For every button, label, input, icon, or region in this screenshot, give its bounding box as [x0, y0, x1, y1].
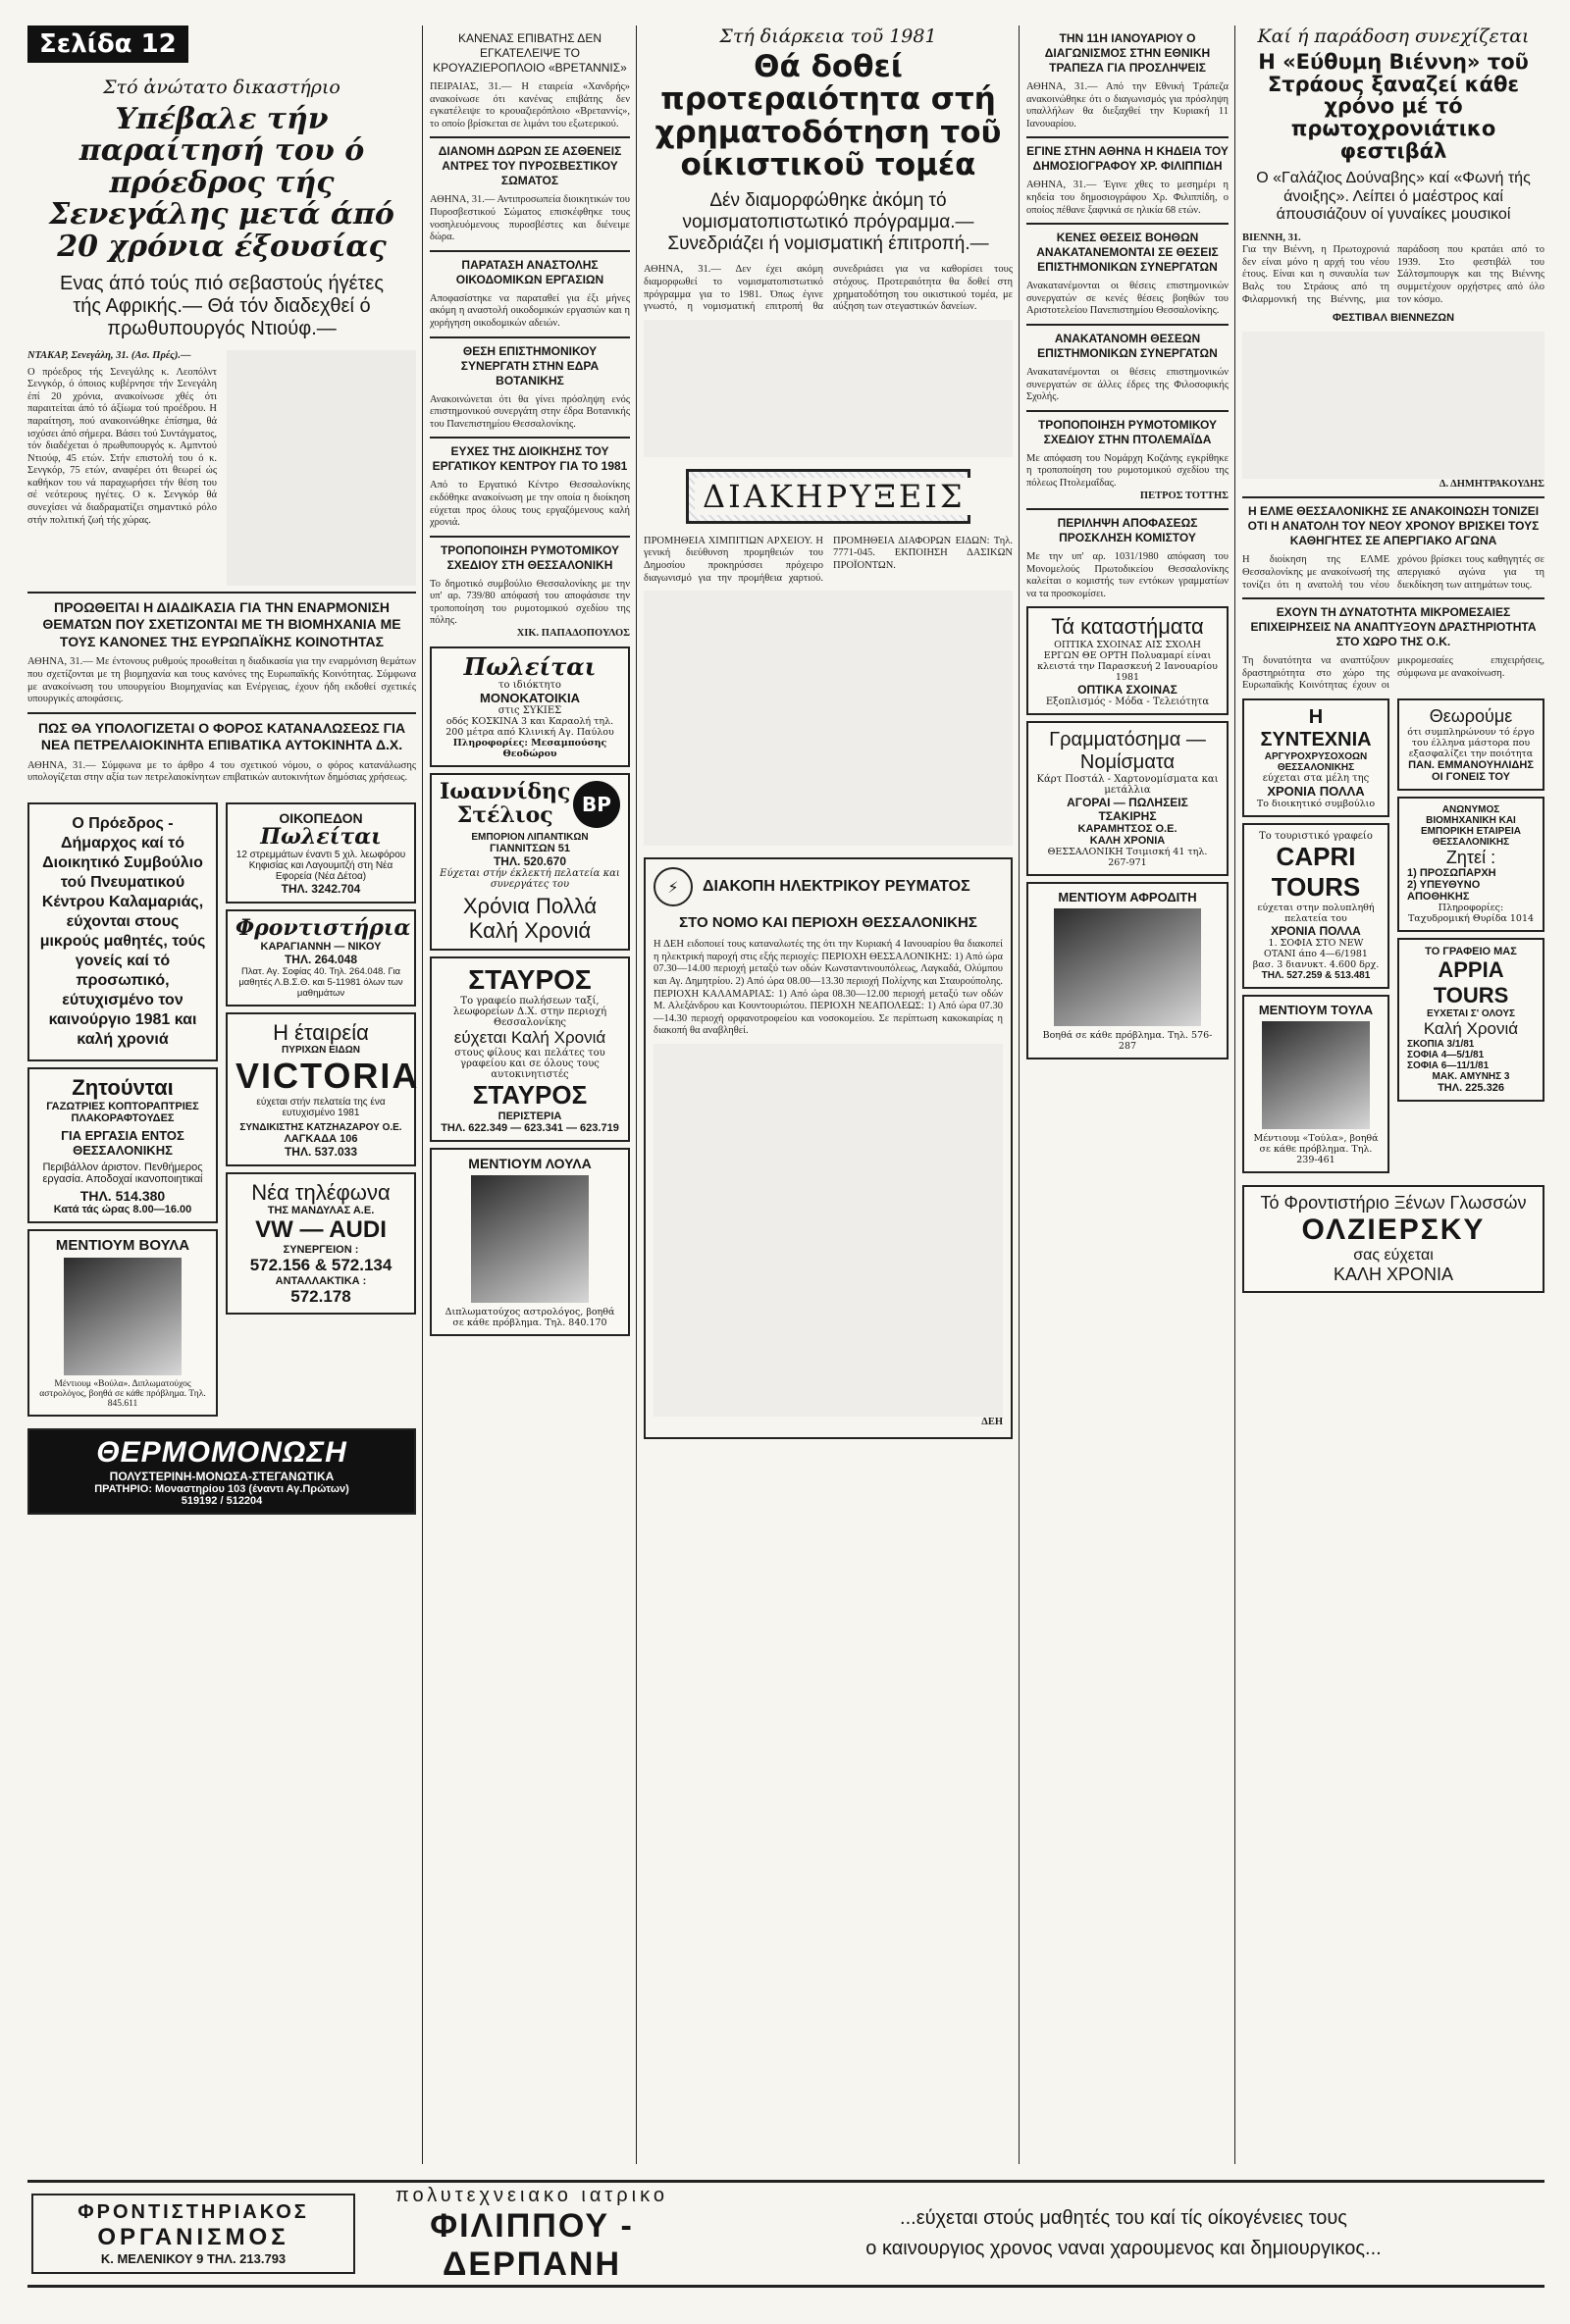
ad-text: Πλατ. Αγ. Σοφίας 40. Τηλ. 264.048. Για μαθητές Λ.Β.Σ.Θ. και 5-11981 όλων των μαθημάτων [238, 965, 403, 999]
ad-text: ΣΚΟΠΙΑ 3/1/81 [1407, 1038, 1475, 1050]
article-subhead: ΦΕΣΤΙΒΑΛ ΒΙΕΝΝΕΖΩΝ [1332, 312, 1455, 325]
ad-title: Τά καταστήματα [1051, 614, 1204, 640]
ad-text: ΠΑΝ. ΕΜΜΑΝΟΥΗΛΙΔΗΣ [1408, 758, 1534, 771]
footer-phone: Κ. ΜΕΛΕΝΙΚΟΥ 9 ΤΗΛ. 213.793 [100, 2251, 287, 2266]
ad-text: Εξοπλισμός - Μόδα - Τελειότητα [1045, 696, 1210, 707]
advertisement [430, 1148, 630, 1336]
ad-text: Χρόνια Πολλά [462, 893, 598, 918]
ad-title: Ζητεί : [1445, 847, 1496, 867]
column-4 [1026, 26, 1229, 1065]
ad-title: Νομίσματα [1079, 750, 1176, 773]
ad-text: εύχεται στα μέλη της [1262, 773, 1370, 784]
article-signature: ΧΙΚ. ΠΑΠΑΔΟΠΟΥΛΟΣ [516, 628, 630, 640]
article-body: Με την υπ' αρ. 1031/1980 απόφαση του Μονομελούς Πρωτοδικείου Θεσσαλονίκης καλείται ο κομιστής των εντόκων γραμματίων να τα προσκομίσει. [1026, 551, 1229, 599]
ad-text: ΠΥΡΙΧΩΝ ΕΙΔΩΝ [282, 1044, 360, 1056]
ad-text: ΓΙΑΝΝΙΤΣΩΝ 51 [490, 842, 570, 854]
advertisement [1026, 882, 1229, 1059]
ad-text: ΚΑΛΗ ΧΡΟΝΙΑ [1333, 1265, 1454, 1285]
article-dateline: ΝΤΑΚΑΡ, Σενεγάλη, 31. (Ασ. Πρές).— [27, 349, 191, 361]
column-2 [430, 26, 630, 1342]
article-body: ΑΘΗΝΑ, 31.— Σύμφωνα με το άρθρο 4 του σχετικού νόμου, ο φόρος κατανάλωσης υπολογίζεται στην αξία των πετρελαιοκίνητων επιβατικών αυτοκινήτων δημόσιας χρήσεως. [27, 759, 416, 784]
advertisement [27, 1067, 218, 1223]
ad-text: εύχεται στήν πελατεία της ένα ευτυχισμένο 1981 [256, 1096, 386, 1118]
advertisement [1397, 938, 1544, 1102]
article-kicker: Στό ἀνώτατο δικαστήριο [103, 77, 340, 98]
ad-text: ΑΝΩΝΥΜΟΣ ΒΙΟΜΗΧΑΝΙΚΗ ΚΑΙ ΕΜΠΟΡΙΚΗ ΕΤΑΙΡΕΙΑ ΘΕΣΣΑΛΟΝΙΚΗΣ [1420, 803, 1522, 848]
ad-text: Κάρτ Ποστάλ - Χαρτονομίσματα και μετάλλια [1036, 773, 1219, 796]
advertisement [1242, 823, 1389, 989]
ad-title: Ζητούνται [72, 1075, 174, 1101]
article-subheadline: Δέν διαμορφώθηκε ἀκόμη τό νομισματοπιστωτικό πρόγραμμα.— Συνεδριάζει ή νομισματική έπιτροπή.— [667, 189, 989, 254]
ad-text: ΜΑΚ. ΑΜΥΝΗΣ 3 [1432, 1070, 1510, 1082]
page-number-label: Σελίδα 12 [27, 26, 188, 63]
article-title: ΚΑΝΕΝΑΣ ΕΠΙΒΑΤΗΣ ΔΕΝ ΕΓΚΑΤΕΛΕΙΨΕ ΤΟ ΚΡΟΥΑΖΙΕΡΟΠΛΟΙΟ «ΒΡΕΤΑΝΝΙΣ» [433, 31, 627, 75]
article-title: ΠΑΡΑΤΑΣΗ ΑΝΑΣΤΟΛΗΣ ΟΙΚΟΔΟΜΙΚΩΝ ΕΡΓΑΣΙΩΝ [455, 257, 604, 286]
ad-phone: 519192 / 512204 [181, 1495, 263, 1508]
ad-phone: ΤΗΛ. 520.670 [493, 853, 567, 868]
column-divider [422, 26, 423, 2164]
text-block-placeholder [1242, 332, 1544, 479]
advertisement [1397, 698, 1544, 791]
ad-text: ΜΟΝΟΚΑΤΟΙΚΙΑ [480, 690, 580, 705]
column-divider [636, 26, 637, 2164]
article-headline: Η «Εύθυμη Βιέννη» τοῦ Στράους ξαναζεί κάθε χρόνο μέ τό πρωτοχρονιάτικο φεστιβάλ [1258, 50, 1529, 163]
article-subheadline: Ενας άπό τούς πιό σεβαστούς ήγέτες τής Αφρικής.— Θά τόν διαδεχθεί ό πρωθυπουργός Ντιούφ.— [60, 272, 384, 339]
ad-text: εύχεται στην πολυπληθή πελατεία του [1257, 903, 1375, 924]
article-kicker: Καί ή παράδοση συνεχίζεται [1257, 26, 1530, 47]
ad-text: ΤΗΣ ΜΑΝΔΥΛΑΣ Α.Ε. [267, 1205, 375, 1217]
ad-phone: ΤΗΛ. 514.380 [79, 1188, 166, 1205]
advertisement [226, 1012, 420, 1166]
ad-text: ΠΡΑΤΗΡΙΟ: Μοναστηρίου 103 (έναντι Αγ.Πρώτων) [94, 1483, 349, 1496]
ad-text: ΠΟΛΥΣΤΕΡΙΝΗ-ΜΟΝΩΣΑ-ΣΤΕΓΑΝΩΤΙΚΑ [109, 1470, 335, 1484]
ad-brand: ΘΕΡΜΟΜΟΝΩΣΗ [96, 1436, 347, 1470]
article-signature: ΠΕΤΡΟΣ ΤΟΤΤΗΣ [1139, 490, 1229, 501]
ad-text: ΕΥΧΕΤΑΙ Σ' ΟΛΟΥΣ [1426, 1008, 1516, 1020]
footer-text: ...εύχεται στούς μαθητές του καί τίς οίκογένειες τους [900, 2207, 1347, 2229]
ad-phone: 572.156 & 572.134 [249, 1256, 392, 1275]
ad-text: Εύχεται στήν έκλεκτή πελατεία και συνεργάτες του [440, 867, 620, 890]
footer-text: πολυτεχνειακο ιατρικο [395, 2184, 668, 2206]
article-body: ΠΕΙΡΑΙΑΣ, 31.— Η εταιρεία «Χανδρής» ανακοίνωσε ότι κανένας επιβάτης δεν εγκατέλειψε το κρουαζιερόπλοιο «Βρεταννίς», το οποίο βρίσκεται σε λιμάνι του εξωτερικού. [430, 81, 630, 129]
ad-text: ΣΥΝΔΙΚΙΣΤΗΣ ΚΑΤΖΗΑΖΑΡΟΥ Ο.Ε. [239, 1121, 402, 1133]
article-title: ΠΩΣ ΘΑ ΥΠΟΛΟΓΙΖΕΤΑΙ Ο ΦΟΡΟΣ ΚΑΤΑΝΑΛΩΣΕΩΣ ΓΙΑ ΝΕΑ ΠΕΤΡΕΛΑΙΟΚΙΝΗΤΑ ΕΠΙΒΑΤΙΚΑ ΑΥΤΟΚΙΝΗΤΑ Δ.Χ. [37, 719, 406, 753]
ad-text: ΑΡΓΥΡΟΧΡΥΣΟΧΟΩΝ ΘΕΣΣΑΛΟΝΙΚΗΣ [1264, 751, 1368, 773]
ad-text: ΣΟΦΙΑ 6—11/1/81 [1407, 1059, 1490, 1071]
column-divider [1019, 26, 1020, 2164]
article-headline: Θά δοθεί προτεραιότητα στή χρηματοδότηση τοῦ οίκιστικοῦ τομέα [654, 49, 1002, 183]
footer-text: ο καινουργιος χρονος ναναι χαρουμενος και δημιουργικος... [865, 2238, 1382, 2259]
article-body: ΑΘΗΝΑ, 31.— Έγινε χθες το μεσημέρι η κηδεία του δημοσιογράφου Χρ. Φιλιππίδη, ο οποίος πέθανε ξαφνικά σε ηλικία 68 ετών. [1026, 180, 1229, 216]
ad-text: Κατά τάς ώρας 8.00—16.00 [53, 1204, 192, 1216]
ad-text: Περιβάλλον άριστον. Πενθήμερος εργασία. Αποδοχαί ικανοποιητικαί [42, 1162, 203, 1186]
footer-text: ΟΡΓΑΝΙΣΜΟΣ [97, 2224, 289, 2250]
advertisement [226, 909, 416, 1007]
ad-text: Πληροφορίες: Ταχυδρομική Θυρίδα 1014 [1407, 903, 1535, 925]
portrait-photo [1262, 1021, 1370, 1129]
article-body: ΑΘΗΝΑ, 31.— Δεν έχει ακόμη διαμορφωθεί το νομισματοπιστωτικό πρόγραμμα για το 1981. Όπως έγινε γνωστό, η νομισματική επιτροπή θα συνεδριάσει για να καθορίσει τους στόχους. Προτεραιότητα θα δοθεί στη χρηματοδότηση του οικιστικού τομέα, με αύξηση των στεγαστικών δανείων. [644, 264, 1013, 313]
ad-title: Πωλείται [463, 651, 597, 681]
article-title: ΠΕΡΙΛΗΨΗ ΑΠΟΦΑΣΕΩΣ ΠΡΟΣΚΛΗΣΗ ΚΟΜΙΣΤΟΥ [1057, 516, 1198, 545]
ad-text: ΓΑΖΩΤΡΙΕΣ ΚΟΠΤΟΡΑΠΤΡΙΕΣ ΠΛΑΚΟΡΑΦΤΟΥΔΕΣ [46, 1101, 199, 1125]
text-block-placeholder [644, 320, 1013, 457]
ad-text: ΣΟΦΙΑ 4—5/1/81 [1407, 1049, 1485, 1060]
ad-phone: ΤΗΛ. 527.259 & 513.481 [1261, 970, 1371, 981]
footer-brand: ΦΙΛΙΠΠΟΥ - ΔΕΡΠΑΝΗ [430, 2206, 634, 2283]
ad-text: εύχεται Καλή Χρονιά [453, 1028, 606, 1048]
advertisement [1242, 698, 1389, 817]
ad-text: Ο Πρόεδρος - Δήμαρχος καί τό Διοικητικό Συμβούλιο τού Πνευματικού Κέντρου Καλαμαριάς, εύχονται στους μικρούς μαθητές, τούς γονείς καί τό προσωπικό, εύτυχισμένο τον καινούργιο 1981 και καλή χρονιά [39, 815, 206, 1049]
ad-text: το ιδιόκτητο [498, 679, 561, 691]
ad-phone: ΤΗΛ. 264.048 [284, 952, 358, 966]
footer-ad-band [27, 2180, 1544, 2288]
article-body: ΑΘΗΝΑ, 31.— Από την Εθνική Τράπεζα ανακοινώθηκε ότι ο διαγωνισμός για πρόσληψη υπαλλήλων θα διεξαχθεί την Κυριακή 11 Ιανουαρίου. [1026, 81, 1229, 129]
article-subheadline: Ο «Γαλάζιος Δούναβης» καί «Φωνή τής άνοιξης». Λείπει ό μαέστρος καί άπουσιάζουν οί γυναίκες μουσικοί [1256, 170, 1531, 224]
notice-title: ΔΙΑΚΟΠΗ ΗΛΕΚΤΡΙΚΟΥ ΡΕΥΜΑΤΟΣ [703, 878, 970, 896]
ad-text: Μέντιουμ «Τούλα», βοηθά σε κάθε πρόβλημα. Τηλ. 239-461 [1253, 1133, 1379, 1165]
article-body: Ανακατανέμονται οι θέσεις επιστημονικών συνεργατών σε άλλες έδρες της Φιλοσοφικής Σχολής. [1026, 366, 1229, 403]
article-headline: Υπέβαλε τήν παραίτησή του ό πρόεδρος τής Σενεγάλης μετά άπό 20 χρόνια έξουσίας [49, 102, 394, 264]
ad-text: Πληροφορίες: Μεσαμπούσης Θεοδώρου [452, 737, 607, 759]
article-title: ΚΕΝΕΣ ΘΕΣΕΙΣ ΒΟΗΘΩΝ ΑΝΑΚΑΤΑΝΕΜΟΝΤΑΙ ΣΕ ΘΕΣΕΙΣ ΕΠΙΣΤΗΜΟΝΙΚΩΝ ΣΥΝΕΡΓΑΤΩΝ [1036, 231, 1219, 275]
column-5 [1242, 26, 1544, 1299]
ad-title: ΜΕΝΤΙΟΥΜ ΑΦΡΟΔΙΤΗ [1058, 889, 1197, 904]
article-dateline: ΒΙΕΝΝΗ, 31. [1242, 232, 1301, 243]
ad-title: Φροντιστήρια [236, 914, 411, 941]
footer-ad-middle [355, 2185, 708, 2284]
portrait-photo [471, 1175, 589, 1303]
article-title: Η ΕΛΜΕ ΘΕΣΣΑΛΟΝΙΚΗΣ ΣΕ ΑΝΑΚΟΙΝΩΣΗ ΤΟΝΙΖΕΙ ΟΤΙ Η ΑΝΑΤΟΛΗ ΤΟΥ ΝΕΟΥ ΧΡΟΝΟΥ ΒΡΙΣΚΕΙ ΤΟΥΣ ΚΑΘΗΓΗΤΕΣ ΣΕ ΑΠΕΡΓΙΑΚΟ ΑΓΩΝΑ [1247, 504, 1540, 548]
article-body: ΑΘΗΝΑ, 31.— Αντιπροσωπεία διοικητικών του Πυροσβεστικού Σώματος επισκέφθηκε τους νοσηλευόμενους πυροσβέστες και διένειμε δώρα. [430, 194, 630, 243]
ad-brand: APPIA TOURS [1433, 957, 1509, 1008]
advertisement [1397, 797, 1544, 933]
ad-title: Γραμματόσημα — [1049, 728, 1206, 750]
ad-text: ότι συμπληρώνουν τό έργο του έλληνα μάστορα που εξασφαλίζει την ποιότητα [1407, 726, 1535, 759]
ad-title: ΜΕΝΤΙΟΥΜ ΛΟΥΛΑ [468, 1155, 592, 1171]
ad-text: στους φίλους και πελάτες του γραφείου και σε όλους τους αυτοκινητιστές [454, 1047, 605, 1080]
ad-title: ΜΕΝΤΙΟΥΜ ΒΟΥΛΑ [55, 1237, 190, 1255]
ad-text: Βοηθά σε κάθε πρόβλημα. Τηλ. 576-287 [1042, 1029, 1213, 1052]
article-body: ΠΡΟΜΗΘΕΙΑ ΧΙΜΠΙΤΙΩΝ ΑΡΧΕΙΟΥ. Η γενική διεύθυνση προμηθειών του Δημοσίου προκηρύσσει πρόχειρο διαγωνισμό για την προμήθεια χαρτιού. ΠΡΟΜΗΘΕΙΑ ΔΙΑΦΟΡΩΝ ΕΙΔΩΝ: Τηλ. 7771-045. ΕΚΠΟΙΗΣΗ ΔΑΣΙΚΩΝ ΠΡΟΪΟΝΤΩΝ. [644, 535, 1013, 584]
notice-signature: ΔΕΗ [981, 1416, 1003, 1427]
ad-text: στις ΣΥΚΙΕΣ [497, 704, 562, 716]
ad-text: 1) ΠΡΟΣΩΠΑΡΧΗ [1407, 867, 1496, 880]
column-1 [27, 26, 420, 1521]
article-body: Για την Βιέννη, η Πρωτοχρονιά δεν είναι μόνο η αρχή του νέου έτους. Είναι και η συναυλία των Βαλς του Στράους από τη Φιλαρμονική της Βιέννης, μια παράδοση που κρατάει από το 1939. Στο φεστιβάλ του Σάλτσμπουργκ και της Βιέννης συμμετέχουν ορχήστρες από όλο τον κόσμο. [1242, 244, 1544, 305]
power-cut-notice [644, 857, 1013, 1438]
advertisement [1026, 721, 1229, 876]
text-block-placeholder [654, 1044, 1003, 1417]
article-body: Τη δυνατότητα να αναπτύξουν δραστηριότητα στο χώρο της Ευρωπαϊκής Κοινότητας έχουν οι μικρομεσαίες επιχειρήσεις, σύμφωνα με ανακοίνωση. [1242, 655, 1544, 692]
article-body: Το δημοτικό συμβούλιο Θεσσαλονίκης με την υπ' αρ. 739/80 απόφασή του αποφάσισε την τροποποίηση του ρυμοτομικού σχεδίου της πόλης. [430, 578, 630, 627]
ad-text: ΤΣΑΚΙΡΗΣ [1098, 808, 1157, 823]
ad-text: ΟΠΤΙΚΑ ΣΧΟΙΝΑΣ ΑΙΣ ΣΧΟΛΗ ΕΡΓΩΝ ΘΕ ΟΡΤΗ Πολυαμαρί είναι κλειστά την Παρασκευή 2 Ιανουαρίου 1981 [1037, 639, 1218, 683]
ad-brand: ΣΤΑΥΡΟΣ [468, 964, 592, 996]
ad-title: ΟΙΚΟΠΕΔΟΝ [279, 810, 363, 827]
article-body: Ανακατανέμονται οι θέσεις επιστημονικών συνεργατών σε κενές θέσεις βοηθών του Αριστοτελείου Πανεπιστημίου Θεσσαλονίκης. [1026, 281, 1229, 317]
ad-phone: ΤΗΛ. 3242.704 [281, 881, 361, 896]
newspaper-page [27, 26, 1544, 2299]
ad-text: ΚΑΛΗ ΧΡΟΝΙΑ [1089, 834, 1166, 847]
footer-ad-right [708, 2207, 1544, 2260]
article-title: ΕΥΧΕΣ ΤΗΣ ΔΙΟΙΚΗΣΗΣ ΤΟΥ ΕΡΓΑΤΙΚΟΥ ΚΕΝΤΡΟΥ ΓΙΑ ΤΟ 1981 [432, 444, 628, 474]
advertisement [226, 802, 416, 904]
ad-text: ΟΙ ΓΟΝΕΙΣ ΤΟΥ [1432, 770, 1510, 783]
advertisement [226, 1172, 416, 1315]
advertisement [1242, 995, 1389, 1173]
article-title: ΕΧΟΥΝ ΤΗ ΔΥΝΑΤΟΤΗΤΑ ΜΙΚΡΟΜΕΣΑΙΕΣ ΕΠΙΧΕΙΡΗΣΕΙΣ ΝΑ ΑΝΑΠΤΥΞΟΥΝ ΔΡΑΣΤΗΡΙΟΤΗΤΑ ΣΤΟ ΧΩΡΟ ΤΗΣ Ο.Κ. [1250, 605, 1537, 649]
footer-text: ΦΡΟΝΤΙΣΤΗΡΙΑΚΟΣ [78, 2201, 309, 2223]
ad-text: ΚΑΡΑΜΗΤΣΟΣ Ο.Ε. [1077, 822, 1178, 835]
ad-text: ΑΓΟΡΑΙ — ΠΩΛΗΣΕΙΣ [1067, 795, 1188, 809]
ad-text: ΤΟ ΓΡΑΦΕΙΟ ΜΑΣ [1425, 946, 1517, 958]
ad-text: ΛΑΓΚΑΔΑ 106 [284, 1132, 358, 1145]
ad-brand: VW — AUDI [255, 1216, 387, 1244]
notice-body: Η ΔΕΗ ειδοποιεί τους καταναλωτές της ότι την Κυριακή 4 Ιανουαρίου θα διακοπεί η ηλεκτρική παροχή στις εξής περιοχές: ΠΕΡΙΟΧΗ ΘΕΣΣΑΛΟΝΙΚΗΣ: 1) Από ώρα 07.30—14.00 περιοχή μεταξύ των οδών Κωνσταντινουπόλεως, Λαγκαδά, Ολύμπου και Αγ. Δημητρίου. 2) Από ώρα 08.00—13.30 περιοχή Πολίχνης και Σταυρούπολης. ΠΕΡΙΟΧΗ ΚΑΛΑΜΑΡΙΑΣ: 1) Από ώρα 08.30—12.00 περιοχή μεταξύ των οδών Μ. Αλεξάνδρου και Κουντουριώτου. ΠΕΡΙΟΧΗ ΝΕΑΠΟΛΕΩΣ: 1) Από ώρα 07.30—14.30 περιοχή ορφανοτροφείου και νοσοκομείου. Σε περίπτωση κακοκαιρίας η διακοπή θα αναβληθεί. [654, 939, 1003, 1037]
column-divider [1234, 26, 1235, 2164]
article-title: ΤΗΝ 11Η ΙΑΝΟΥΑΡΙΟΥ Ο ΔΙΑΓΩΝΙΣΜΟΣ ΣΤΗΝ ΕΘΝΙΚΗ ΤΡΑΠΕΖΑ ΓΙΑ ΠΡΟΣΛΗΨΕΙΣ [1044, 31, 1211, 75]
article-title: ΠΡΟΩΘΕΙΤΑΙ Η ΔΙΑΔΙΚΑΣΙΑ ΓΙΑ ΤΗΝ ΕΝΑΡΜΟΝΙΣΗ ΘΕΜΑΤΩΝ ΠΟΥ ΣΧΕΤΙΖΟΝΤΑΙ ΜΕ ΤΗ ΒΙΟΜΗΧΑΝΙΑ ΜΕ ΤΟΥΣ ΚΑΝΟΝΕΣ ΤΗΣ ΕΥΡΩΠΑΪΚΗΣ ΚΟΙΝΟΤΗΤΑΣ [42, 598, 401, 649]
article-body: Ανακοινώνεται ότι θα γίνει πρόσληψη ενός επιστημονικού συνεργάτη στην έδρα Βοτανικής του Πανεπιστημίου Θεσσαλονίκης. [430, 393, 630, 430]
ad-text: οδός ΚΟΣΚΙΝΑ 3 και Καραολή τηλ. 200 μέτρα από Κλινική Αγ. Παύλου [445, 715, 614, 738]
advertisement [430, 956, 630, 1142]
ad-phone: ΤΗΛ. 622.349 — 623.341 — 623.719 [441, 1121, 619, 1134]
advertisement [1242, 1185, 1544, 1293]
ad-text: ΧΡΟΝΙΑ ΠΟΛΛΑ [1271, 924, 1361, 938]
ad-title: Νέα τηλέφωνα [251, 1179, 391, 1205]
dei-logo-icon: ⚡ [654, 867, 693, 906]
ad-text: σας εύχεται [1353, 1246, 1434, 1264]
auction-banner [686, 469, 970, 524]
ad-text: ΚΑΡΑΓΙΑΝΝΗ — ΝΙΚΟΥ [260, 940, 382, 953]
ad-text: Διπλωματούχος αστρολόγος, βοηθά σε κάθε πρόβλημα. Τηλ. 840.170 [445, 1306, 615, 1328]
article-title: ΘΕΣΗ ΕΠΙΣΤΗΜΟΝΙΚΟΥ ΣΥΝΕΡΓΑΤΗ ΣΤΗΝ ΕΔΡΑ ΒΟΤΑΝΙΚΗΣ [460, 343, 600, 387]
article-body: Από το Εργατικό Κέντρο Θεσσαλονίκης εκδόθηκε ανακοίνωση με την οποία η διοίκηση εύχεται προς όλους τους εργαζόμενους καλή χρονιά. [430, 480, 630, 529]
ad-brand: ΣΤΑΥΡΟΣ [472, 1079, 588, 1110]
ad-text: Καλή Χρονιά [1423, 1019, 1519, 1039]
ad-text: 2) ΥΠΕΥΘΥΝΟ ΑΠΟΘΗΚΗΣ [1407, 879, 1481, 904]
bp-logo-icon: BP [573, 781, 620, 828]
ad-text: Το γραφείο πωλήσεων ταξί, λεωφορείων Δ.Χ. στην περιοχή Θεσσαλονίκης [452, 996, 607, 1029]
advertisement [27, 802, 218, 1061]
article-body: Η διοίκηση της ΕΛΜΕ Θεσσαλονίκης με ανακοίνωσή της τονίζει ότι η ανατολή του νέου χρόνου βρίσκει τους καθηγητές σε απεργιακό αγώνα για τη διεκδίκηση των αιτημάτων τους. [1242, 554, 1544, 591]
text-block-placeholder [644, 591, 1013, 846]
portrait-photo [1054, 908, 1201, 1026]
advertisement [27, 1428, 416, 1515]
notice-subtitle: ΣΤΟ ΝΟΜΟ ΚΑΙ ΠΕΡΙΟΧΗ ΘΕΣΣΑΛΟΝΙΚΗΣ [679, 914, 977, 932]
ad-text: ΧΡΟΝΙΑ ΠΟΛΛΑ [1267, 784, 1365, 799]
ad-title: Θεωρούμε [1429, 706, 1513, 726]
ad-phone: ΤΗΛ. 225.326 [1438, 1081, 1504, 1094]
article-title: ΑΝΑΚΑΤΑΝΟΜΗ ΘΕΣΕΩΝ ΕΠΙΣΤΗΜΟΝΙΚΩΝ ΣΥΝΕΡΓΑΤΩΝ [1037, 331, 1218, 360]
ad-brand: CAPRI TOURS [1271, 842, 1361, 902]
ad-brand: VICTORIA [236, 1055, 420, 1096]
ad-title: Στέλιος [456, 801, 553, 828]
ad-text: ΠΕΡΙΣΤΕΡΙΑ [497, 1110, 562, 1122]
ad-text: ΕΜΠΟΡΙΟΝ ΛΙΠΑΝΤΙΚΩΝ [471, 831, 589, 843]
ad-title: Ιωαννίδης [440, 778, 571, 804]
article-body: Αποφασίστηκε να παραταθεί για έξι μήνες ακόμη η αναστολή οικοδομικών εργασιών και η χορήγηση οικοδομικών αδειών. [430, 292, 630, 329]
advertisement [27, 1229, 218, 1417]
ad-text: Καλή Χρονιά [468, 917, 592, 943]
ad-text: ΘΕΣΣΑΛΟΝΙΚΗ Τσιμισκή 41 τηλ. 267-971 [1047, 846, 1208, 868]
ad-brand: ΟΛΖΙΕΡΣΚΥ [1301, 1213, 1486, 1246]
ad-text: 1. ΣΟΦΙΑ ΣΤΟ NEW OTANI άπο 4—6/1981 βασ. 3 διανυκτ. 4.600 δρχ. [1252, 938, 1380, 970]
ad-text: Μέντιουμ «Βούλα». Διπλωματούχος αστρολόγος, βοηθά σε κάθε πρόβλημα. Τηλ. 845.611 [39, 1379, 206, 1410]
advertisement [430, 646, 630, 767]
ad-title: ΜΕΝΤΙΟΥΜ ΤΟΥΛΑ [1258, 1003, 1374, 1017]
ad-text: 12 στρεμμάτων έναντι 5 χιλ. λεωφόρου Κηφισίας και Λαγουμιτζή στη Νέα Εφορεία (Νέα Δέτοα) [236, 849, 406, 882]
ad-title: Η ΣΥΝΤΕΧΝΙΑ [1260, 706, 1372, 750]
auction-banner-title: ΔΙΑΚΗΡΥΞΕΙΣ [695, 478, 972, 515]
article-kicker: Στή διάρκεια τοῦ 1981 [719, 26, 937, 47]
ad-text: Το διοικητικό συμβούλιο [1256, 799, 1376, 809]
ad-phone: ΤΗΛ. 537.033 [284, 1144, 358, 1159]
article-title: ΔΙΑΝΟΜΗ ΔΩΡΩΝ ΣΕ ΑΣΘΕΝΕΙΣ ΑΝΤΡΕΣ ΤΟΥ ΠΥΡΟΣΒΕΣΤΙΚΟΥ ΣΩΜΑΤΟΣ [438, 144, 622, 188]
ad-text: ΑΝΤΑΛΛΑΚΤΙΚΑ : [275, 1275, 367, 1288]
text-block-placeholder [227, 350, 416, 586]
column-3 [644, 26, 1013, 1439]
ad-text: ΟΠΤΙΚΑ ΣΧΟΙΝΑΣ [1077, 682, 1178, 697]
advertisement [1026, 606, 1229, 714]
article-title: ΤΡΟΠΟΠΟΙΗΣΗ ΡΥΜΟΤΟΜΙΚΟΥ ΣΧΕΔΙΟΥ ΣΤΗΝ ΠΤΟΛΕΜΑΪΔΑ [1037, 417, 1218, 446]
article-title: ΤΡΟΠΟΠΟΙΗΣΗ ΡΥΜΟΤΟΜΙΚΟΥ ΣΧΕΔΙΟΥ ΣΤΗ ΘΕΣΣΑΛΟΝΙΚΗ [440, 542, 620, 572]
ad-text: Τό Φροντιστήριο Ξένων Γλωσσών [1260, 1193, 1527, 1213]
article-signature: Δ. ΔΗΜΗΤΡΑΚΟΥΔΗΣ [1439, 478, 1544, 490]
ad-text: Η έταιρεία [273, 1019, 369, 1045]
article-title: ΕΓΙΝΕ ΣΤΗΝ ΑΘΗΝΑ Η ΚΗΔΕΙΑ ΤΟΥ ΔΗΜΟΣΙΟΓΡΑΦΟΥ ΧΡ. ΦΙΛΙΠΠΙΔΗ [1026, 144, 1229, 174]
ad-text: ΣΥΝΕΡΓΕΙΟΝ : [283, 1244, 359, 1257]
article-body: Με απόφαση του Νομάρχη Κοζάνης εγκρίθηκε η τροποποίηση του ρυμοτομικού σχεδίου της πόλεως Πτολεμαΐδας. [1026, 452, 1229, 489]
advertisement [430, 773, 630, 952]
ad-text: Το τουριστικό γραφείο [1259, 831, 1373, 842]
article-body: Ο πρόεδρος τής Σενεγάλης κ. Λεοπόλντ Σενγκόρ, ό όποιος κυβέρνησε τήν Σενεγάλη έπί 20 χρόνια, ανακοίνωσε χθές ότι παραιτείται άπό τό άξίωμα τού προέδρου. Η παραίτηση, πού ανακοινώθηκε έπίσημα, θά ισχύσει άπό σήμερα. Βάσει τού Συντάγματος, τόν διαδέχεται ό πρωθυπουργός κ. Αμπντού Ντιούφ, 45 ετών. Στήν επιστολή του ό κ. Σενγκόρ, 75 ετών, αναφέρει ότι θεωρεί ώς καθήκον του νά παραχωρήσει τήν θέση του σέ νεότερους ηγέτες. Ο κ. Σενγκόρ θά συνεχίσει νά διαδραματίζει σημαντικό ρόλο στήν πολιτική ζωή τής χώρας. [27, 366, 217, 526]
footer-ad-left [31, 2194, 355, 2274]
article-body: ΑΘΗΝΑ, 31.— Με έντονους ρυθμούς προωθείται η διαδικασία για την εναρμόνιση θεμάτων που σχετίζονται με τη βιομηχανία και τους κανόνες της Ευρωπαϊκής Κοινότητας. Σύμφωνα με ανακοίνωση του υπουργείου Βιομηχανίας και Ενέργειας, έχουν ήδη εκδοθεί σχετικές υπουργικές αποφάσεις. [27, 656, 416, 705]
ad-phone: 572.178 [290, 1287, 351, 1307]
ad-text: ΓΙΑ ΕΡΓΑΣΙΑ ΕΝΤΟΣ ΘΕΣΣΑΛΟΝΙΚΗΣ [61, 1128, 184, 1159]
portrait-photo [64, 1258, 182, 1375]
ad-text: Πωλείται [260, 824, 382, 851]
